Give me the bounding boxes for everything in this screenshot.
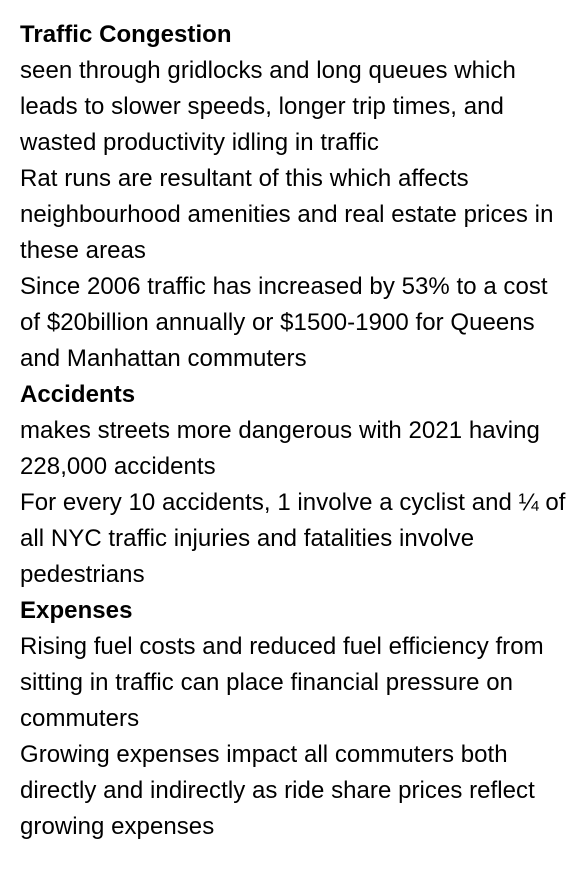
document-body — [20, 17, 572, 845]
paragraph: For every 10 accidents, 1 involve a cyclist and ¼ of all NYC traffic injuries and fatalities involve pedestrians — [20, 489, 566, 588]
section-expenses — [20, 593, 572, 845]
section-heading: Accidents — [20, 381, 136, 408]
section-heading: Expenses — [20, 597, 133, 624]
paragraph: makes streets more dangerous with 2021 having 228,000 accidents — [20, 417, 540, 480]
paragraph: Since 2006 traffic has increased by 53% to a cost of $20billion annually or $1500-1900 for Queens and Manhattan commuters — [20, 273, 548, 372]
section-heading: Traffic Congestion — [20, 21, 232, 48]
paragraph: seen through gridlocks and long queues which leads to slower speeds, longer trip times, and wasted productivity idling in traffic — [20, 57, 516, 156]
paragraph: Rising fuel costs and reduced fuel efficiency from sitting in traffic can place financial pressure on commuters — [20, 633, 544, 732]
paragraph: Growing expenses impact all commuters both directly and indirectly as ride share prices reflect growing expenses — [20, 741, 535, 840]
paragraph: Rat runs are resultant of this which affects neighbourhood amenities and real estate prices in these areas — [20, 165, 554, 264]
section-traffic-congestion — [20, 17, 572, 377]
section-accidents — [20, 377, 572, 593]
